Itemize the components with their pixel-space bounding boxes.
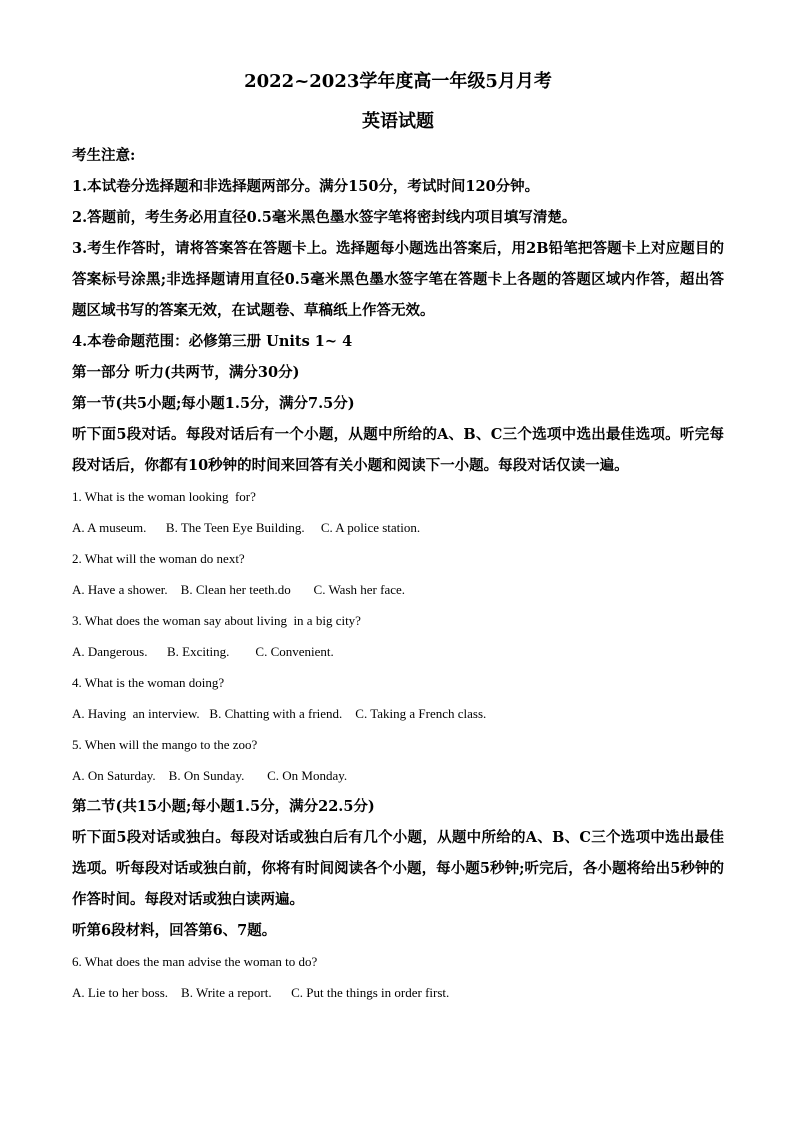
notice-item-2: 2.答题前，考生务必用直径0.5毫米黑色墨水签字笔将密封线内项目填写清楚。 xyxy=(72,209,577,226)
section2-heading: 第二节(共15小题;每小题1.5分，满分22.5分) xyxy=(72,798,375,815)
exam-page xyxy=(72,68,724,1008)
question-3: 3. What does the woman say about living in a big city? xyxy=(72,613,361,628)
question-1-options: A. A museum. B. The Teen Eye Building. C. A police station. xyxy=(72,520,421,535)
question-5: 5. When will the mango to the zoo? xyxy=(72,737,258,752)
section1-heading: 第一节(共5小题;每小题1.5分，满分7.5分) xyxy=(72,395,355,412)
question-2: 2. What will the woman do next? xyxy=(72,551,245,566)
notice-block xyxy=(72,140,724,357)
exam-subtitle: 英语试题 xyxy=(362,111,434,132)
question-5-options: A. On Saturday. B. On Sunday. C. On Monday. xyxy=(72,768,348,783)
question-4-options: A. Having an interview. B. Chatting with a friend. C. Taking a French class. xyxy=(72,706,487,721)
section2-instructions: 听下面5段对话或独白。每段对话或独白后有几个小题，从题中所给的A、B、C三个选项中选出最佳选项。听每段对话或独白前，你将有时间阅读各个小题，每小题5秒钟;听完后，各小题将给出5秒钟的作答时间。每段对话或独白读两遍。 xyxy=(72,829,724,908)
section1-instructions: 听下面5段对话。每段对话后有一个小题，从题中所给的A、B、C三个选项中选出最佳选项。听完每段对话后，你都有10秒钟的时间来回答有关小题和阅读下一小题。每段对话仅读一遍。 xyxy=(72,426,724,474)
part1-heading: 第一部分 听力(共两节，满分30分) xyxy=(72,364,300,381)
question-2-options: A. Have a shower. B. Clean her teeth.do C. Wash her face. xyxy=(72,582,406,597)
question-3-options: A. Dangerous. B. Exciting. C. Convenient. xyxy=(72,644,334,659)
notice-item-1: 1.本试卷分选择题和非选择题两部分。满分150分，考试时间120分钟。 xyxy=(72,178,540,195)
question-4: 4. What is the woman doing? xyxy=(72,675,225,690)
notice-item-3: 3.考生作答时，请将答案答在答题卡上。选择题每小题选出答案后，用2B铅笔把答题卡上对应题目的答案标号涂黑;非选择题请用直径0.5毫米黑色墨水签字笔在答题卡上各题的答题区域内作答，超出答题区域书写的答案无效，在试题卷、草稿纸上作答无效。 xyxy=(72,240,724,319)
question-6: 6. What does the man advise the woman to do? xyxy=(72,954,318,969)
question-1: 1. What is the woman looking for? xyxy=(72,489,256,504)
section1-questions xyxy=(72,481,724,791)
question-6-options: A. Lie to her boss. B. Write a report. C. Put the things in order first. xyxy=(72,985,450,1000)
exam-title: 2022~2023学年度高一年级5月月考 xyxy=(244,71,552,92)
notice-heading: 考生注意: xyxy=(72,147,136,164)
section2-questions xyxy=(72,946,724,1008)
material-6-heading: 听第6段材料，回答第6、7题。 xyxy=(72,922,277,939)
notice-item-4: 4.本卷命题范围：必修第三册 Units 1~ 4 xyxy=(72,333,353,350)
